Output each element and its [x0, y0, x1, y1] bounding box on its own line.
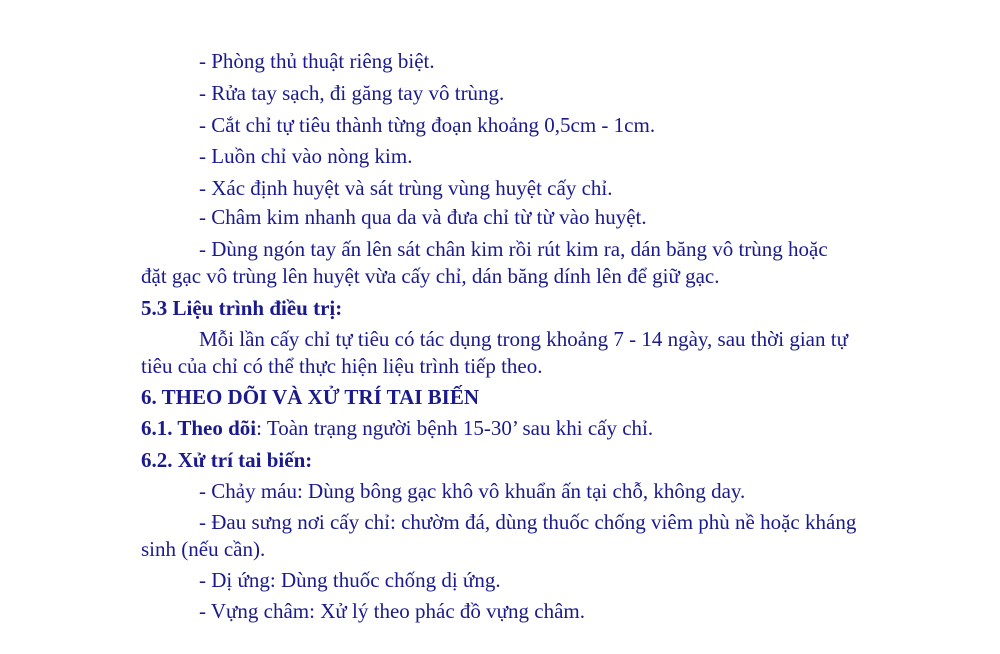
complication-line: - Dị ứng: Dùng thuốc chống dị ứng. — [199, 568, 501, 592]
procedure-step-line: - Phòng thủ thuật riêng biệt. — [199, 49, 435, 73]
procedure-step-line: - Xác định huyệt và sát trùng vùng huyệt cấy chỉ. — [199, 176, 613, 200]
procedure-step-line: - Luồn chỉ vào nòng kim. — [199, 144, 413, 168]
subsection-heading-6-1: 6.1. Theo dõi — [141, 416, 257, 440]
paragraph-line: tiêu của chỉ có thể thực hiện liệu trình tiếp theo. — [141, 354, 543, 378]
complication-line: - Chảy máu: Dùng bông gạc khô vô khuẩn ấn tại chỗ, không day. — [199, 479, 746, 503]
procedure-step-line: - Dùng ngón tay ấn lên sát chân kim rồi rút kim ra, dán băng vô trùng hoặc — [199, 237, 828, 261]
paragraph-line: Mỗi lần cấy chỉ tự tiêu có tác dụng trong khoảng 7 - 14 ngày, sau thời gian tự — [199, 327, 848, 351]
section-heading-5-3: 5.3 Liệu trình điều trị: — [141, 296, 343, 320]
subsection-6-1-text: : Toàn trạng người bệnh 15-30’ sau khi cấy chỉ. — [256, 416, 654, 440]
complication-continuation: sinh (nếu cần). — [141, 537, 266, 561]
procedure-step-continuation: đặt gạc vô trùng lên huyệt vừa cấy chỉ, dán băng dính lên để giữ gạc. — [141, 264, 720, 288]
procedure-step-line: - Cắt chỉ tự tiêu thành từng đoạn khoảng 0,5cm - 1cm. — [199, 113, 656, 137]
procedure-step-line: - Rửa tay sạch, đi găng tay vô trùng. — [199, 81, 505, 105]
complication-line: - Vựng châm: Xử lý theo phác đồ vựng châm. — [199, 599, 586, 623]
subsection-heading-6-2: 6.2. Xử trí tai biến: — [141, 448, 313, 472]
subsection-6-1-line — [141, 416, 653, 440]
complication-line: - Đau sưng nơi cấy chỉ: chườm đá, dùng thuốc chống viêm phù nề hoặc kháng — [199, 510, 857, 534]
procedure-step-line: - Châm kim nhanh qua da và đưa chỉ từ từ vào huyệt. — [199, 205, 647, 229]
section-heading-6: 6. THEO DÕI VÀ XỬ TRÍ TAI BIẾN — [141, 385, 480, 409]
